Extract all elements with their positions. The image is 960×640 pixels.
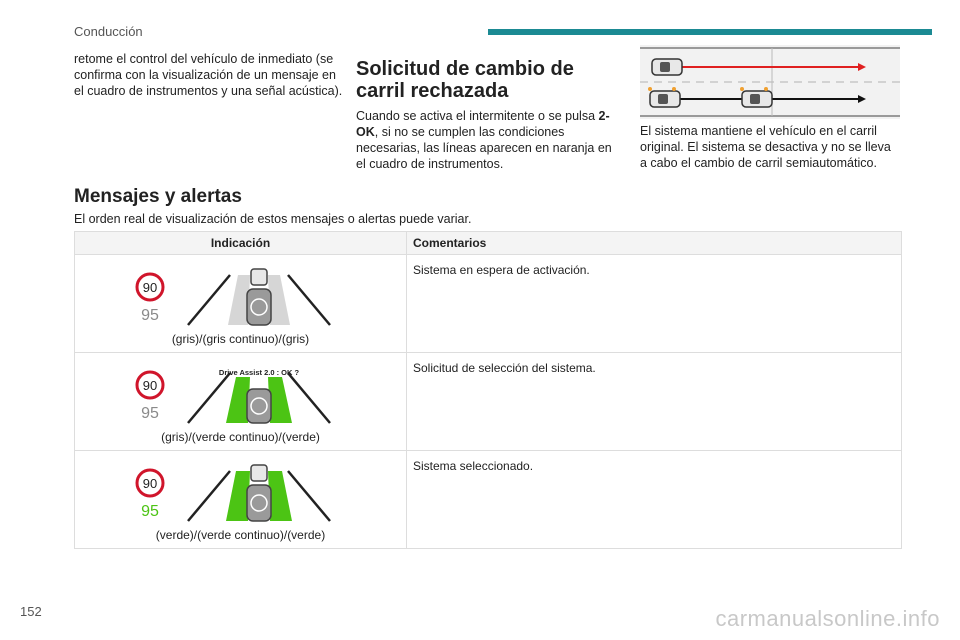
section-intro: El orden real de visualización de estos mensajes o alertas puede variar. xyxy=(74,212,472,226)
indicator-caption: (verde)/(verde continuo)/(verde) xyxy=(155,528,326,542)
header-accent-bar xyxy=(488,29,932,35)
subsection-title: Solicitud de cambio de carril rechazada xyxy=(356,58,574,102)
watermark: carmanualsonline.info xyxy=(715,606,940,631)
messages-table xyxy=(74,231,902,549)
comment-cell: Sistema seleccionado. xyxy=(407,451,902,549)
speed-limit-value: 90 xyxy=(142,280,158,295)
table-row xyxy=(75,255,902,353)
figure-caption-text: El sistema mantiene el vehículo en el carril original. El sistema se desactiva y no se lleva a cabo el cambio de carril semiautomático. xyxy=(640,124,891,170)
table-header-row xyxy=(75,232,902,255)
indicator-request-graphic xyxy=(130,363,350,429)
set-speed-value: 95 xyxy=(141,405,159,422)
speed-limit-value: 90 xyxy=(142,378,158,393)
column-header-indicacion: Indicación xyxy=(75,232,407,255)
comment-cell: Solicitud de selección del sistema. xyxy=(407,353,902,451)
column-header-comentarios: Comentarios xyxy=(407,232,902,255)
continuation-text: retome el control del vehículo de inmediato (se confirma con la visualización de un mensaje en el cuadro de instrumentos y una señal acústica). xyxy=(74,52,343,98)
comment-cell: Sistema en espera de activación. xyxy=(407,255,902,353)
indicator-caption: (gris)/(gris continuo)/(gris) xyxy=(171,332,310,346)
table-row xyxy=(75,353,902,451)
table-row xyxy=(75,451,902,549)
header-section-title: Conducción xyxy=(74,24,143,39)
section-title: Mensajes y alertas xyxy=(74,186,242,207)
indicator-caption: (gris)/(verde continuo)/(verde) xyxy=(161,430,320,444)
lane-change-illustration xyxy=(640,45,900,119)
indicator-selected-graphic xyxy=(130,461,350,527)
indicator-standby-graphic xyxy=(130,265,350,331)
set-speed-value: 95 xyxy=(141,307,159,324)
set-speed-value: 95 xyxy=(141,503,159,520)
page-number: 152 xyxy=(20,604,42,619)
car-ghost-icon xyxy=(652,59,682,75)
key-label: 2-OK xyxy=(356,109,610,139)
drive-assist-prompt: Drive Assist 2.0 : OK ? xyxy=(218,368,300,377)
speed-limit-value: 90 xyxy=(142,476,158,491)
subsection-text: Cuando se activa el intermitente o se pulsa 2-OK, si no se cumplen las condiciones necesarias, las líneas aparecen en naranja en el cuadro de instrumentos. xyxy=(356,109,612,171)
lane-change-refused-block xyxy=(356,58,621,172)
